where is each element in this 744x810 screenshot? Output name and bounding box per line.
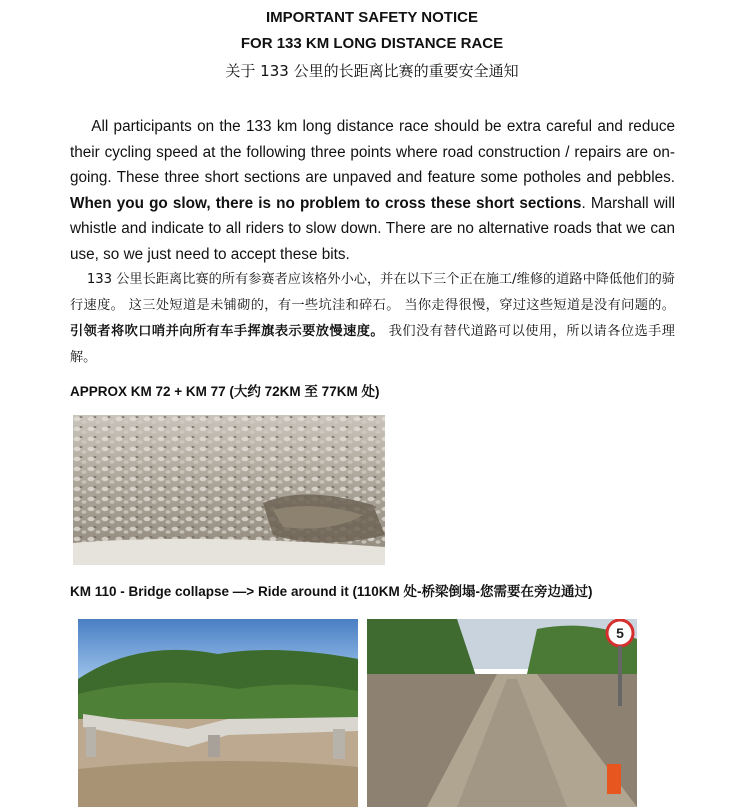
para-en-part2: . Marshall will whistle and indicate to all riders to slow down. There are no alternative roads that we can use, so we just need to accept these bits. [70,194,676,263]
caption-km72: APPROX KM 72 + KM 77 (大约 72KM 至 77KM 处) [70,384,380,399]
para-en-bold: When you go slow, there is no problem to cross these short sections [70,194,582,212]
paragraph-chinese [70,267,675,371]
paragraph-english [70,114,675,268]
title-line-1: IMPORTANT SAFETY NOTICE [266,9,478,26]
para-en-part1: All participants on the 133 km long distance race should be extra careful and reduce their cycling speed at the following three points where road construction / repairs are on-going. These three short sections are unpaved and feature some potholes and pebbles. [70,118,675,187]
title-chinese: 关于 133 公里的长距离比赛的重要安全通知 [225,62,519,80]
gravel-road-photo [73,415,385,565]
para-zh-bold: 引领者将吹口哨并向所有车手挥旗表示要放慢速度。 [70,324,385,339]
para-zh-part2: 我们没有替代道路可以使用，所以请各位选手理解。 [70,324,675,365]
title-line-2: FOR 133 KM LONG DISTANCE RACE [240,35,504,52]
para-zh-part1: 133 公里长距离比赛的所有参赛者应该格外小心，并在以下三个正在施工/维修的道路中降低他们的骑行速度。 这三处短道是未铺砌的，有一些坑洼和碎石。 当你走得很慢，穿过这些短道是没有问题的。 [70,272,675,313]
speed-sign-text: 5 [616,625,624,641]
dirt-road-photo [367,619,637,807]
caption-km110: KM 110 - Bridge collapse —> Ride around it (110KM 处-桥梁倒塌-您需要在旁边通过) [70,584,593,599]
collapsed-bridge-photo [78,619,358,807]
